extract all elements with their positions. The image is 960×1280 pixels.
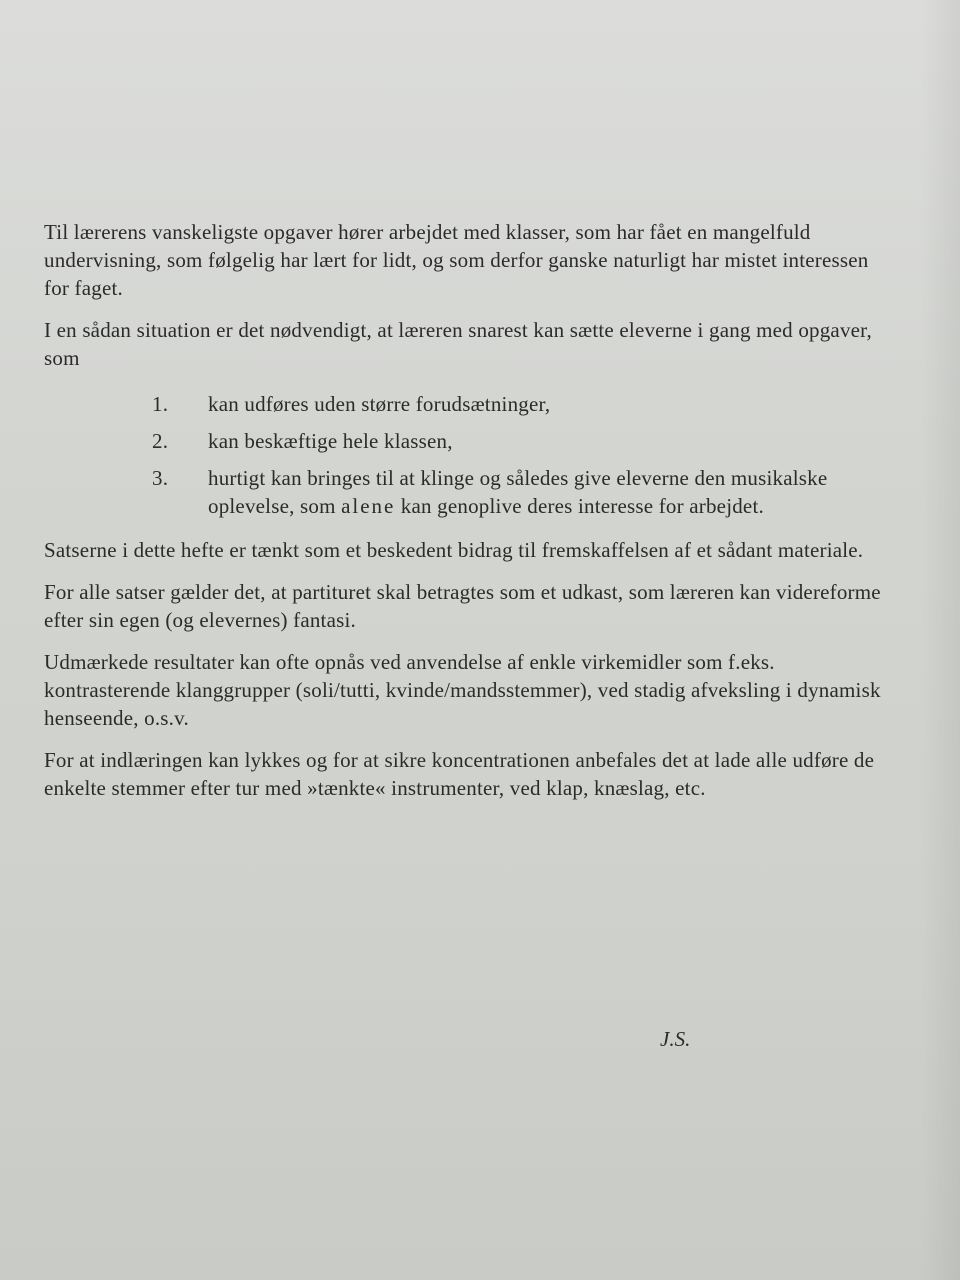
paragraph-situation: I en sådan situation er det nødvendigt, at læreren snarest kan sætte eleverne i gang med opgaver, som: [44, 318, 872, 370]
list-item-number: 3.: [152, 466, 169, 490]
paragraph-intro: Til lærerens vanskeligste opgaver hører arbejdet med klasser, som har fået en mangelfuld undervisning, som følgelig har lært for lidt, og som derfor ganske naturligt har mistet interessen for faget.: [44, 220, 869, 300]
list-item-text: [208, 464, 896, 520]
list-item-text-part: hurtigt kan bringes til at klinge og således give eleverne den musikalske oplevelse, som: [208, 466, 828, 518]
emphasized-word: alene: [341, 494, 396, 518]
list-item-number: 1.: [152, 392, 169, 416]
list-item: [152, 464, 896, 520]
list-item: [152, 427, 896, 455]
list-item-number: 2.: [152, 429, 169, 453]
list-item-text: kan udføres uden større forudsætninger,: [208, 392, 551, 416]
signature: J.S.: [660, 1027, 691, 1051]
page-shadow: [920, 0, 960, 1280]
list-item-text: kan beskæftige hele klassen,: [208, 429, 453, 453]
paragraph-indlaering: For at indlæringen kan lykkes og for at sikre koncentrationen anbefales det at lade alle udføre de enkelte stemmer efter tur med »tænkte« instrumenter, ved klap, knæslag, etc.: [44, 748, 875, 800]
list-item-text-part: kan genoplive deres interesse for arbejdet.: [395, 494, 764, 518]
paragraph-satserne: Satserne i dette hefte er tænkt som et beskedent bidrag til fremskaffelsen af et sådant materiale.: [44, 538, 864, 562]
paragraph-resultater: Udmærkede resultater kan ofte opnås ved anvendelse af enkle virkemidler som f.eks. kontrasterende klanggrupper (soli/tutti, kvinde/mandsstemmer), ved stadig afveksling i dynamisk henseende, o.s.v.: [44, 650, 881, 730]
list-item: [152, 390, 896, 418]
paragraph-partitur: For alle satser gælder det, at partituret skal betragtes som et udkast, som læreren kan videreforme efter sin egen (og elevernes) fantasi.: [44, 580, 881, 632]
document-body: [44, 218, 896, 816]
numbered-list: [152, 390, 896, 520]
